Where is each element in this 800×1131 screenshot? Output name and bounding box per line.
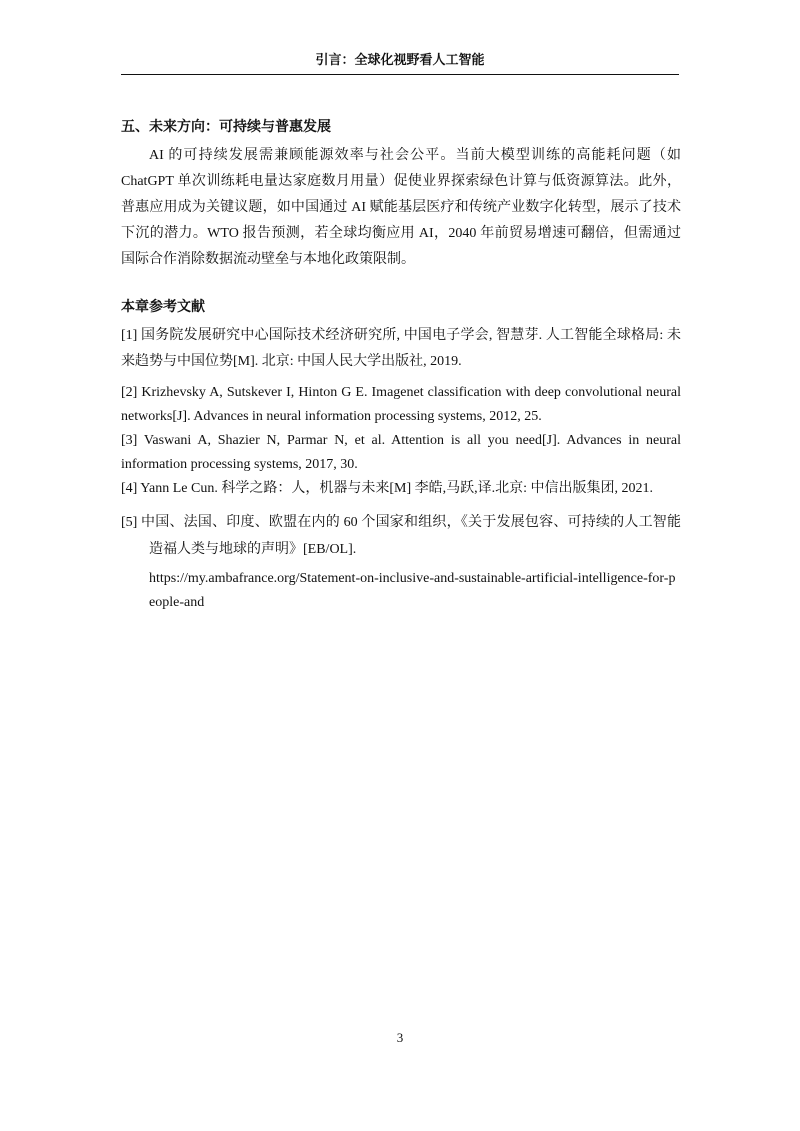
reference-item-5-text: [5] 中国、法国、印度、欧盟在内的 60 个国家和组织，《关于发展包容、可持续的人工智能造福人类与地球的声明》[EB/OL]. <box>121 515 681 557</box>
reference-item-4: [4] Yann Le Cun. 科学之路：人，机器与未来[M] 李皓,马跃,译.北京: 中信出版集团, 2021. <box>121 481 653 496</box>
running-header: 引言：全球化视野看人工智能 <box>121 52 679 75</box>
reference-item-3: [3] Vaswani A, Shazier N, Parmar N, et al. Attention is all you need[J]. Advances in neural information processing systems, 2017, 30. <box>121 433 681 472</box>
section-heading: 五、未来方向：可持续与普惠发展 <box>121 119 331 135</box>
references-heading: 本章参考文献 <box>121 299 205 315</box>
section-paragraph: AI 的可持续发展需兼顾能源效率与社会公平。当前大模型训练的高能耗问题（如 ChatGPT 单次训练耗电量达家庭数月用量）促使业界探索绿色计算与低资源算法。此外，普惠应用成为关键议题，如中国通过 AI 赋能基层医疗和传统产业数字化转型，展示了技术下沉的潜力。WTO 报告预测，若全球均衡应用 AI，2040 年前贸易增速可翻倍，但需通过国际合作消除数据流动壁垒与本地化政策限制。 <box>121 148 681 267</box>
reference-item-5 <box>121 509 681 615</box>
reference-item-1: [1] 国务院发展研究中心国际技术经济研究所, 中国电子学会, 智慧芽. 人工智能全球格局: 未来趋势与中国位势[M]. 北京: 中国人民大学出版社, 2019. <box>121 328 681 369</box>
reference-item-2: [2] Krizhevsky A, Sutskever I, Hinton G E. Imagenet classification with deep convolutional neural networks[J]. Advances in neural information processing systems, 2012, 25. <box>121 385 681 424</box>
page-number: 3 <box>396 1030 404 1045</box>
reference-item-5-url[interactable]: https://my.ambafrance.org/Statement-on-inclusive-and-sustainable-artificial-intelligence-for-people-and <box>149 571 676 610</box>
